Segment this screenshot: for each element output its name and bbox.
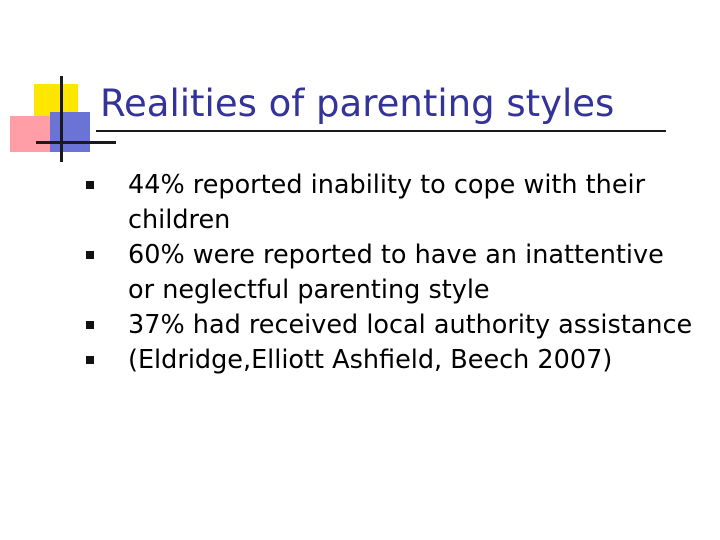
logo-vertical-line xyxy=(60,76,63,162)
bullet-item xyxy=(86,343,696,378)
square-bullet-icon xyxy=(86,356,94,364)
title-divider xyxy=(96,130,666,132)
bullet-item xyxy=(86,168,696,238)
logo-horizontal-line xyxy=(36,141,116,144)
square-bullet-icon xyxy=(86,321,94,329)
bullet-text: 60% were reported to have an inattentive or neglectful parenting style xyxy=(128,240,664,305)
logo-blue-square xyxy=(50,112,90,152)
square-bullet-icon xyxy=(86,181,94,189)
bullet-item xyxy=(86,238,696,308)
square-bullet-icon xyxy=(86,251,94,259)
bullet-text: 44% reported inability to cope with their children xyxy=(128,170,646,235)
bullet-text: (Eldridge,Elliott Ashfield, Beech 2007) xyxy=(128,345,613,375)
slide-title: Realities of parenting styles xyxy=(100,82,615,125)
bullet-text: 37% had received local authority assistance xyxy=(128,310,693,340)
bullet-item xyxy=(86,308,696,343)
bullet-list xyxy=(86,168,696,378)
